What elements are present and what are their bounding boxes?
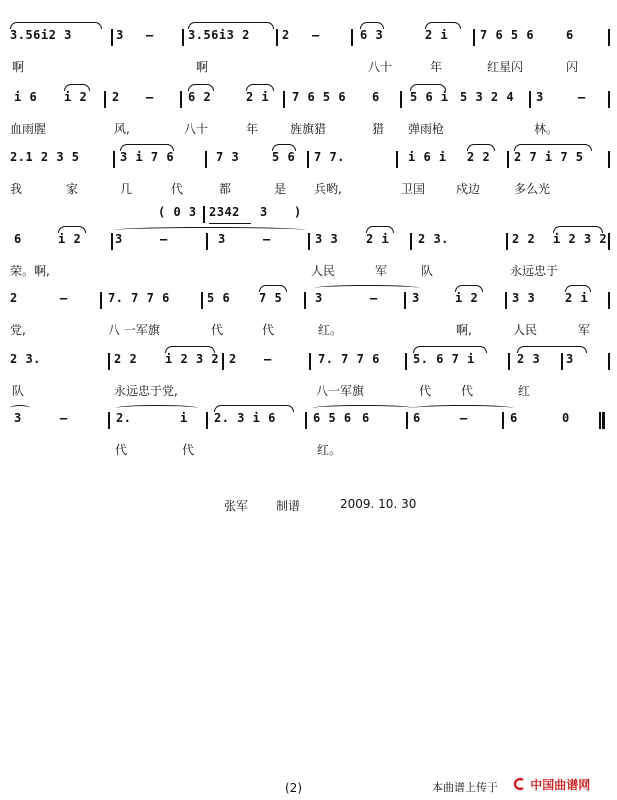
lyric: 闪 [566,60,579,74]
note-group: 7. 7 7 6 [108,291,170,305]
note-group: – [60,411,68,425]
note-group: – [60,291,68,305]
lyric: 都 [219,182,232,196]
lyric: 永远忠于 [510,264,559,278]
note-group: – [312,28,320,42]
note-group: 2 2 [512,232,536,246]
note-group: – [370,291,378,305]
bar-line [276,29,278,46]
bar-line [404,292,406,309]
bar-line [529,91,531,108]
tie-mark [115,227,305,233]
note-group: 7 6 5 6 [480,28,535,42]
note-group: i 6 i [408,150,447,164]
lyric: 八 一军旗 [108,323,160,337]
note-group: 5 6 [207,291,231,305]
bar-line [180,91,182,108]
slur-mark [64,84,90,91]
note-group: 5 6 [272,150,296,164]
note-group: 5. 6 7 i [413,352,475,366]
note-group: 2. 3 i 6 [214,411,276,425]
interlude-last: 3 [260,205,268,219]
bar-line [506,233,508,250]
note-group: 3 [116,28,124,42]
bar-line [100,292,102,309]
arranger-name: 张军 [224,499,249,513]
bar-line [111,233,113,250]
bar-line [108,353,110,370]
interlude [0,205,617,229]
slur-mark [259,285,287,292]
note-group: 3 [218,232,226,246]
note-group: 7. 7 7 6 [318,352,380,366]
bar-line [608,91,610,108]
lyric: 弹雨枪 [408,122,445,136]
lyric-row [0,180,617,204]
lyric: 八十 [368,60,393,74]
bar-line [203,206,205,223]
slur-mark [120,144,174,151]
staff-row [0,90,617,114]
note-group: 6 [372,90,380,104]
lyric: 红。 [317,443,342,457]
note-group: 3 3 [512,291,536,305]
note-group: i [180,411,188,425]
lyric: 代 [171,182,184,196]
lyric: 荣。啊, [10,264,50,278]
lyric: 红 [518,384,531,398]
bar-line [406,412,408,429]
bar-line [405,353,407,370]
interlude-close: ) [294,205,302,219]
lyric-row [0,441,617,465]
slur-mark [517,346,587,353]
bar-line [608,29,610,46]
slur-mark [188,84,214,91]
upload-note: 本曲谱上传于 [432,781,498,794]
tie-mark [315,285,419,291]
bar-line [473,29,475,46]
note-group: – [146,28,154,42]
note-group: 7 6 5 6 [292,90,347,104]
note-group: 6 [413,411,421,425]
bar-line [283,91,285,108]
staff-row [0,411,617,435]
bar-line [599,412,601,429]
note-group: 3.56i2 3 [10,28,72,42]
lyric-row [0,321,617,345]
bar-line [507,151,509,168]
tie-mark [313,405,413,411]
note-group: 3 i 7 6 [120,150,175,164]
bar-line [508,353,510,370]
lyric: 血雨腥 [10,122,47,136]
note-group: 6 [14,232,22,246]
note-group: i 2 [58,232,82,246]
bar-line [608,233,610,250]
lyric: 年 [430,60,443,74]
note-group: 2.1 2 3 5 [10,150,80,164]
lyric-row [0,58,617,82]
tie-mark [116,405,198,411]
lyric: 我 [10,182,23,196]
lyric: 代 [115,443,128,457]
lyric: 年 [246,122,259,136]
note-group: – [578,90,586,104]
note-group: 3 [536,90,544,104]
lyric-row [0,382,617,406]
bar-line [205,151,207,168]
note-group: 6 3 [360,28,384,42]
lyric: 啊 [196,60,209,74]
lyric: 戍边 [456,182,481,196]
lyric: 林。 [534,122,559,136]
note-group: 3 [315,291,323,305]
bar-line [206,412,208,429]
lyric: 啊 [12,60,25,74]
arranger-action: 制谱 [276,499,301,513]
note-group: 7 7. [314,150,345,164]
lyric: 代 [419,384,432,398]
note-group: i 2 3 2 [165,352,220,366]
note-group: 2 2 [114,352,138,366]
note-group: 7 3 [216,150,240,164]
note-group: 2 i [425,28,449,42]
lyric: 兵哟, [314,182,342,196]
staff-row [0,291,617,315]
bar-line [351,29,353,46]
interlude-notes: 2342 [209,205,240,219]
note-group: 2 i [366,232,390,246]
slur-mark [413,346,487,353]
bar-line [608,292,610,309]
slur-mark [467,144,495,151]
bar-line [400,91,402,108]
note-group: i 2 [64,90,88,104]
bar-line [505,292,507,309]
lyric-row [0,262,617,286]
bar-line [201,292,203,309]
lyric: 啊, [456,323,472,337]
lyric: 代 [182,443,195,457]
note-group: 5 3 2 4 [460,90,515,104]
bar-line [561,353,563,370]
note-group: 5 6 i [410,90,449,104]
bar-line [304,292,306,309]
bar-line [108,412,110,429]
note-group: 2 3. [418,232,449,246]
bar-line [608,151,610,168]
lyric: 八十 [184,122,209,136]
lyric: 卫国 [401,182,426,196]
note-group: 3 [566,352,574,366]
bar-line [608,353,610,370]
note-group: 2. [116,411,132,425]
lyric: 风, [114,122,130,136]
lyric: 红星闪 [487,60,524,74]
slur-mark [58,226,86,233]
site-logo [512,776,590,793]
note-group: 2 [10,291,18,305]
lyric: 猎 [372,122,385,136]
note-group: 2 2 [467,150,491,164]
lyric: 军 [578,323,591,337]
staff-row [0,232,617,256]
slur-mark [455,285,483,292]
lyric: 几 [120,182,133,196]
bar-line [308,233,310,250]
lyric: 旌旗猎 [290,122,327,136]
slur-mark [272,144,296,151]
note-group: i 2 [455,291,479,305]
note-group: 6 [362,411,370,425]
note-group: 7 5 [259,291,283,305]
bar-line [104,91,106,108]
logo-text: 中国曲谱网 [530,778,591,792]
bar-line [113,151,115,168]
note-group: 3 [115,232,123,246]
staff-row [0,28,617,52]
slur-mark [514,144,592,151]
bar-line [111,29,113,46]
note-group: 2 3 [517,352,541,366]
lyric: 队 [12,384,25,398]
bar-line [222,353,224,370]
arrangement-date: 2009. 10. 30 [340,497,417,511]
bar-line [502,412,504,429]
lyric: 队 [421,264,434,278]
note-group: 2 [229,352,237,366]
bar-line [410,233,412,250]
lyric: 家 [66,182,79,196]
beam [209,223,251,224]
bar-line [206,233,208,250]
lyric: 党, [10,323,26,337]
logo-mark-icon [512,777,526,791]
note-group: 2 7 i 7 5 [514,150,584,164]
note-group: 6 [510,411,518,425]
note-group: 2 i [246,90,270,104]
note-group: 3 3 [315,232,339,246]
note-group: 3 [412,291,420,305]
lyric: 人民 [311,264,336,278]
note-group: 3.56i3 2 [188,28,250,42]
note-group: – [460,411,468,425]
tie-mark [413,405,513,411]
note-group: 2 3. [10,352,41,366]
bar-line [305,412,307,429]
lyric-row [0,120,617,144]
lyric: 是 [274,182,287,196]
note-group: 6 2 [188,90,212,104]
bar-line [182,29,184,46]
note-group: – [160,232,168,246]
lyric: 人民 [513,323,538,337]
note-group: – [264,352,272,366]
slur-mark [366,226,394,233]
page-number: (2) [285,781,302,795]
note-group: 6 [566,28,574,42]
lyric: 永远忠于党, [114,384,178,398]
lyric: 多么光 [514,182,551,196]
lyric: 代 [262,323,275,337]
note-group: – [263,232,271,246]
bar-line [309,353,311,370]
slur-mark [425,22,461,29]
staff-row [0,150,617,174]
slur-mark [410,84,446,91]
slur-mark [246,84,274,91]
note-group: – [146,90,154,104]
slur-mark [553,226,603,233]
note-group: 3 [14,411,22,425]
slur-mark [10,22,102,29]
slur-mark [188,22,274,29]
lyric: 红。 [318,323,343,337]
lyric: 八一军旗 [316,384,365,398]
lyric: 军 [375,264,388,278]
final-bar-line [602,412,605,429]
note-group: 2 [282,28,290,42]
lyric: 代 [211,323,224,337]
note-group: i 6 [14,90,38,104]
slur-mark [165,346,215,353]
tie-mark [10,405,30,411]
bar-line [307,151,309,168]
note-group: 6 5 6 [313,411,352,425]
note-group: 2 [112,90,120,104]
staff-row [0,352,617,376]
slur-mark [565,285,591,292]
note-group: 2 i [565,291,589,305]
note-group: i 2 3 2 [553,232,608,246]
interlude-open: ( 0 3 [158,205,197,219]
slur-mark [360,22,384,29]
note-group: 0 [562,411,570,425]
lyric: 代 [461,384,474,398]
slur-mark [214,405,294,412]
bar-line [396,151,398,168]
